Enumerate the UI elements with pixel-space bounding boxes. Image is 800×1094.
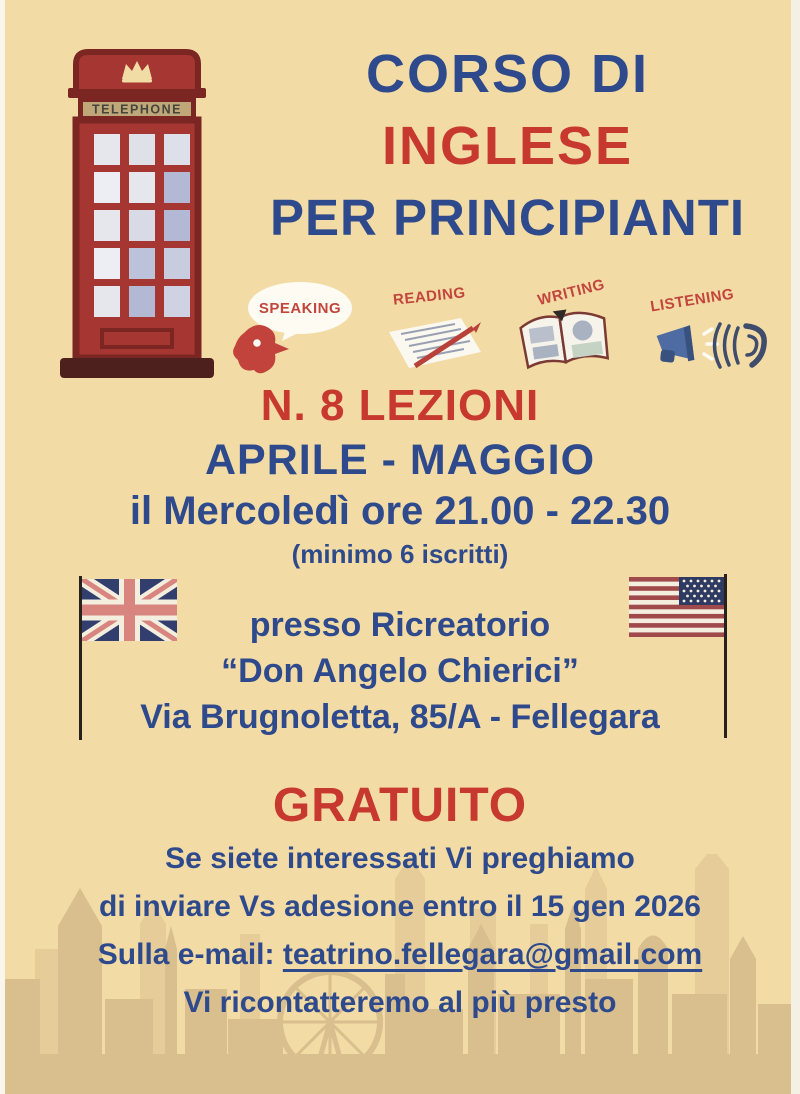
- right-photo-edge: [791, 0, 800, 1094]
- telephone-sign-label: TELEPHONE: [92, 102, 182, 117]
- skills-row: [232, 276, 772, 381]
- skill-writing: [513, 276, 621, 381]
- red-phone-booth-illustration: [52, 42, 222, 387]
- closing-line: Vi ricontatteremo al più presto: [183, 986, 617, 1019]
- email-line: [0, 937, 800, 973]
- min-participants: (minimo 6 iscritti): [291, 539, 509, 569]
- skill-speaking: [232, 276, 354, 381]
- skill-listening: [648, 276, 772, 381]
- left-photo-edge: [0, 0, 5, 1094]
- free-label: GRATUITO: [272, 779, 528, 832]
- venue-name: presso Ricreatorio: [249, 606, 551, 644]
- listening-megaphone-ear-icon: [652, 318, 770, 376]
- speaking-head-icon: [232, 320, 294, 380]
- course-period: APRILE - MAGGIO: [204, 436, 596, 484]
- email-label: Sulla e-mail:: [97, 938, 283, 971]
- writing-open-book-icon: [517, 302, 613, 374]
- listening-label: LISTENING: [649, 285, 736, 316]
- title-line-3: PER PRINCIPIANTI: [269, 189, 746, 246]
- email-address: teatrino.fellegara@gmail.com: [282, 938, 703, 971]
- cta-line-2: di inviare Vs adesione entro il 15 gen 2026: [99, 890, 701, 923]
- title-line-2: INGLESE: [381, 116, 634, 176]
- reading-label: READING: [392, 284, 467, 309]
- skill-reading: [381, 276, 486, 381]
- booth-windows: [94, 134, 190, 317]
- title-line-1: CORSO DI: [365, 44, 650, 104]
- speaking-label: SPEAKING: [258, 299, 342, 317]
- cta-line-1: Se siete interessati Vi preghiamo: [165, 842, 635, 875]
- writing-label: WRITING: [535, 275, 607, 310]
- reading-paper-pencil-icon: [381, 312, 485, 374]
- venue-address: Via Brugnoletta, 85/A - Fellegara: [140, 698, 660, 736]
- venue-block: [0, 602, 800, 740]
- poster-title: [235, 46, 780, 262]
- course-schedule: il Mercoledì ore 21.00 - 22.30: [129, 489, 671, 533]
- lessons-count: N. 8 LEZIONI: [260, 381, 540, 430]
- venue-quoted: “Don Angelo Chierici”: [221, 652, 579, 690]
